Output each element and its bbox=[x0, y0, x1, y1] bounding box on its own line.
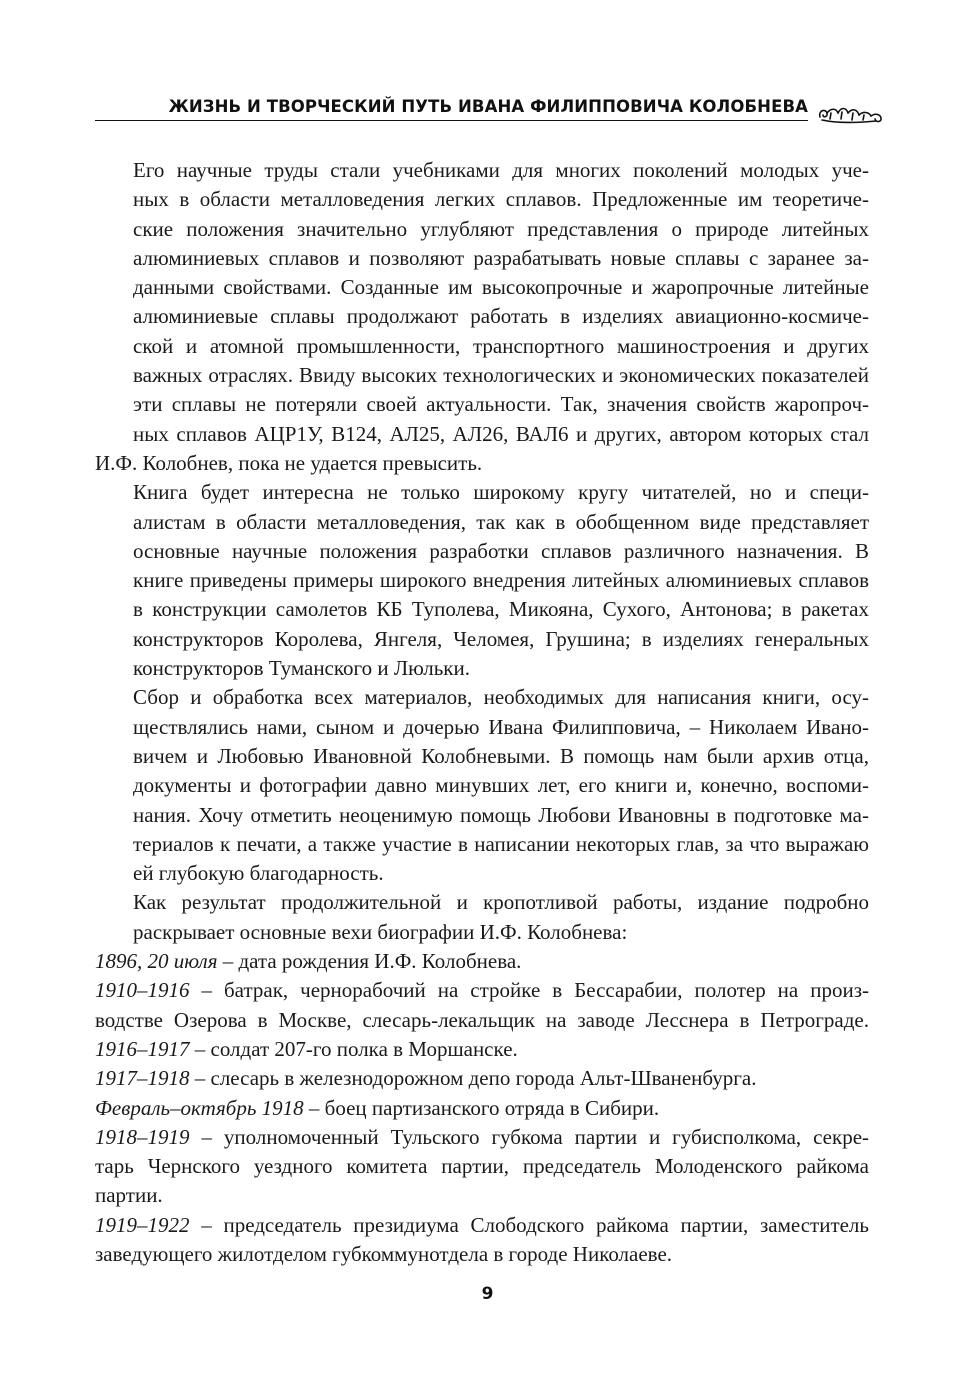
text-line: ские положения значительно углубляют представления о природе литейных bbox=[133, 216, 869, 241]
text-line: Книга будет интересна не только широкому кругу читателей, но и специ- bbox=[133, 480, 869, 505]
timeline-date: 1910–1916 bbox=[95, 978, 190, 1003]
text-line: важных отраслях. Ввиду высоких технологических и экономических показателей bbox=[133, 363, 869, 388]
paragraph-1 bbox=[95, 156, 869, 478]
running-header-title: ЖИЗНЬ И ТВОРЧЕСКИЙ ПУТЬ ИВАНА ФИЛИППОВИЧА КОЛОБНЕВА bbox=[168, 97, 808, 116]
text-line: конструкторов Королева, Янгеля, Челомея, Грушина; в изделиях генеральных bbox=[133, 626, 869, 651]
timeline-date: 1918–1919 bbox=[95, 1124, 190, 1149]
text-line: И.Ф. Колобнев, пока не удается превысить. bbox=[95, 450, 483, 475]
text-line: ской и атомной промышленности, транспортного машиностроения и других bbox=[133, 333, 869, 358]
text-line: ществлялись нами, сыном и дочерью Ивана Филипповича, – Николаем Ивано- bbox=[133, 714, 869, 739]
timeline-text: партии. bbox=[95, 1183, 163, 1208]
text-line: алистам в области металловедения, так как в обобщенном виде представляет bbox=[133, 509, 869, 534]
timeline-date: 1896, 20 июля bbox=[95, 949, 218, 974]
timeline-text: – уполномоченный Тульского губкома партии и губисполкома, секре- bbox=[201, 1124, 870, 1149]
text-line: в конструкции самолетов КБ Туполева, Микояна, Сухого, Антонова; в ракетах bbox=[133, 597, 869, 622]
timeline-text: – слесарь в железнодорожном депо города Альт-Шваненбурга. bbox=[194, 1066, 757, 1091]
text-line: алюминиевых сплавов и позволяют разрабатывать новые сплавы с заранее за- bbox=[133, 245, 869, 270]
paragraph-4 bbox=[95, 888, 869, 947]
text-line: алюминиевые сплавы продолжают работать в изделиях авиационно-космиче- bbox=[133, 304, 869, 329]
timeline-text: – солдат 207-го полка в Моршанске. bbox=[194, 1036, 518, 1061]
timeline-text: водстве Озерова в Москве, слесарь-лекальщик на заводе Лесснера в Петрограде. bbox=[95, 1007, 869, 1032]
timeline-date: 1917–1918 bbox=[95, 1066, 190, 1091]
text-line: нания. Хочу отметить неоценимую помощь Любови Ивановны в подготовке ма- bbox=[133, 802, 869, 827]
timeline-entry bbox=[95, 947, 869, 976]
text-line: вичем и Любовью Ивановной Колобневыми. В помощь нам были архив отца, bbox=[133, 743, 869, 768]
text-line: Сбор и обработка всех материалов, необходимых для написания книги, осу- bbox=[133, 685, 869, 710]
timeline-text: – боец партизанского отряда в Сибири. bbox=[308, 1095, 660, 1120]
text-line: конструкторов Туманского и Люльки. bbox=[133, 656, 470, 681]
paragraph-2 bbox=[95, 478, 869, 683]
timeline-text: тарь Чернского уездного комитета партии, председатель Молоденского райкома bbox=[95, 1154, 869, 1179]
text-line: Как результат продолжительной и кропотливой работы, издание подробно bbox=[133, 890, 869, 915]
paragraph-3 bbox=[95, 683, 869, 888]
timeline-date: 1916–1917 bbox=[95, 1036, 190, 1061]
text-line: Его научные труды стали учебниками для многих поколений молодых уче- bbox=[133, 158, 869, 182]
text-line: териалов к печати, а также участие в написании некоторых глав, за что выражаю bbox=[133, 831, 869, 856]
page-number: 9 bbox=[481, 1284, 494, 1304]
timeline-text: – дата рождения И.Ф. Колобнева. bbox=[222, 949, 522, 974]
timeline-entry bbox=[95, 1064, 869, 1093]
text-line: основные научные положения разработки сплавов различного назначения. В bbox=[133, 538, 869, 563]
text-line: документы и фотографии давно минувших лет, его книги и, конечно, воспоми- bbox=[133, 773, 869, 798]
text-line: эти сплавы не потеряли своей актуальности. Так, значения свойств жаропроч- bbox=[133, 392, 869, 417]
text-line: ных в области металловедения легких сплавов. Предложенные им теоретиче- bbox=[133, 187, 869, 212]
main-text bbox=[95, 156, 869, 1269]
timeline-text: – председатель президиума Слободского райкома партии, заместитель bbox=[201, 1212, 869, 1237]
running-header bbox=[95, 96, 808, 121]
timeline-entry bbox=[95, 1123, 869, 1211]
text-line: данными свойствами. Созданные им высокопрочные и жаропрочные литейные bbox=[133, 275, 869, 300]
timeline-date: Февраль–октябрь 1918 bbox=[95, 1095, 304, 1120]
timeline-date: 1919–1922 bbox=[95, 1212, 190, 1237]
timeline-text: заведующего жилотделом губкоммунотдела в городе Николаеве. bbox=[95, 1241, 673, 1266]
timeline-entry bbox=[95, 1094, 869, 1123]
timeline-entry bbox=[95, 976, 869, 1035]
timeline-entry bbox=[95, 1035, 869, 1064]
text-line: ей глубокую благодарность. bbox=[133, 861, 384, 886]
timeline-text: – батрак, чернорабочий на стройке в Бессарабии, полотер на произ- bbox=[201, 978, 869, 1003]
text-line: книге приведены примеры широкого внедрения литейных алюминиевых сплавов bbox=[133, 568, 869, 593]
text-line: ных сплавов АЦР1У, В124, АЛ25, АЛ26, ВАЛ6 и других, автором которых стал bbox=[133, 421, 869, 446]
floral-ornament-icon bbox=[816, 104, 886, 126]
timeline-entry bbox=[95, 1211, 869, 1270]
text-line: раскрывает основные вехи биографии И.Ф. Колобнева: bbox=[133, 919, 628, 944]
